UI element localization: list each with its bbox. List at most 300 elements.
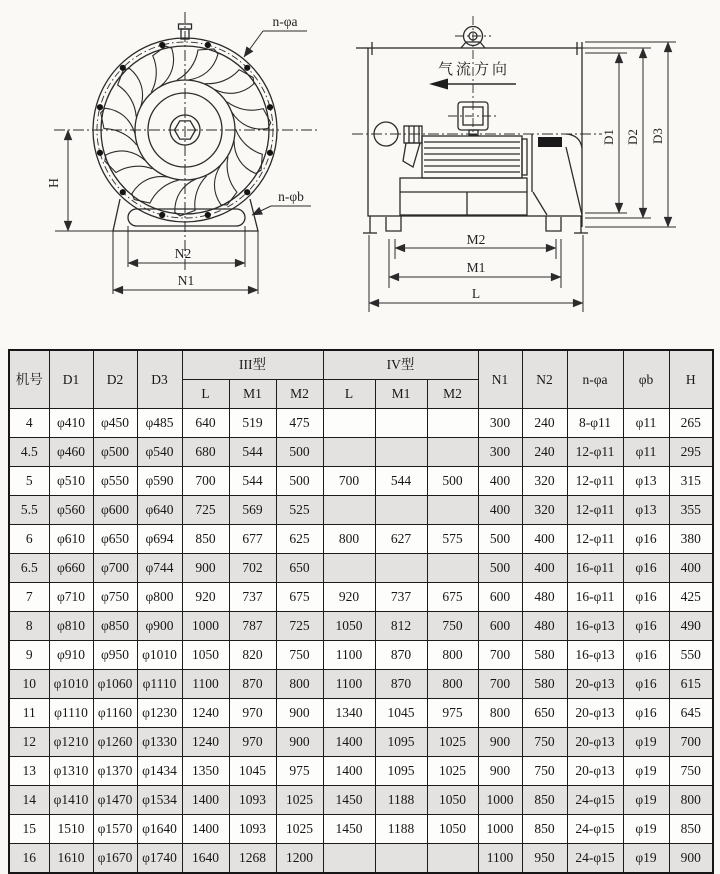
- table-cell: φ460: [49, 438, 93, 467]
- table-cell: 315: [669, 467, 713, 496]
- table-cell: 24-φ15: [567, 786, 623, 815]
- col-header-iii-m2: M2: [276, 380, 323, 409]
- table-cell: [323, 438, 375, 467]
- fan-side-view-drawing: [350, 0, 720, 348]
- table-cell: 677: [229, 525, 276, 554]
- table-cell: 24-φ15: [567, 844, 623, 874]
- col-header-iii-l: L: [182, 380, 229, 409]
- table-cell: 14: [9, 786, 49, 815]
- table-cell: 16-φ11: [567, 583, 623, 612]
- table-cell: φ1370: [93, 757, 137, 786]
- table-cell: 400: [522, 554, 567, 583]
- table-row: [9, 496, 713, 525]
- table-cell: 1045: [229, 757, 276, 786]
- table-cell: 544: [229, 467, 276, 496]
- table-cell: 1100: [182, 670, 229, 699]
- table-cell: 750: [522, 757, 567, 786]
- table-cell: φ660: [49, 554, 93, 583]
- dimension-d2: [582, 48, 651, 218]
- table-cell: 24-φ15: [567, 815, 623, 844]
- table-cell: φ694: [137, 525, 182, 554]
- table-cell: 700: [478, 670, 522, 699]
- table-cell: 600: [478, 583, 522, 612]
- table-cell: φ1010: [49, 670, 93, 699]
- table-cell: 500: [276, 438, 323, 467]
- table-cell: φ16: [623, 583, 669, 612]
- table-cell: φ910: [49, 641, 93, 670]
- table-row: [9, 409, 713, 438]
- table-cell: φ1434: [137, 757, 182, 786]
- table-cell: 295: [669, 438, 713, 467]
- table-cell: 16-φ13: [567, 612, 623, 641]
- table-cell: 575: [427, 525, 478, 554]
- table-cell: φ1330: [137, 728, 182, 757]
- table-cell: φ550: [93, 467, 137, 496]
- table-cell: φ19: [623, 815, 669, 844]
- table-cell: 900: [182, 554, 229, 583]
- table-cell: 9: [9, 641, 49, 670]
- col-header-d3: D3: [137, 350, 182, 409]
- table-cell: φ450: [93, 409, 137, 438]
- table-cell: φ11: [623, 438, 669, 467]
- table-cell: 920: [182, 583, 229, 612]
- table-cell: 20-φ13: [567, 670, 623, 699]
- table-cell: [427, 409, 478, 438]
- table-cell: φ16: [623, 612, 669, 641]
- table-cell: 1450: [323, 815, 375, 844]
- table-cell: 627: [375, 525, 427, 554]
- table-cell: φ650: [93, 525, 137, 554]
- motor: [422, 136, 527, 178]
- table-row: [9, 554, 713, 583]
- table-cell: 5: [9, 467, 49, 496]
- table-cell: 320: [522, 467, 567, 496]
- table-cell: 1025: [276, 815, 323, 844]
- table-cell: φ1470: [93, 786, 137, 815]
- table-cell: 1400: [323, 757, 375, 786]
- motor-support: [400, 178, 527, 215]
- mounting-feet: [363, 216, 588, 233]
- label-d3: D3: [650, 128, 665, 144]
- table-cell: 320: [522, 496, 567, 525]
- col-header-iv-l: L: [323, 380, 375, 409]
- table-cell: [375, 496, 427, 525]
- table-row: [9, 815, 713, 844]
- table-row: [9, 438, 713, 467]
- table-cell: 1000: [182, 612, 229, 641]
- table-cell: 16-φ11: [567, 554, 623, 583]
- table-cell: φ13: [623, 467, 669, 496]
- col-header-iv-m2: M2: [427, 380, 478, 409]
- table-cell: 1050: [427, 815, 478, 844]
- label-n-phi-a: n-φa: [272, 14, 298, 29]
- table-cell: φ950: [93, 641, 137, 670]
- table-cell: 1450: [323, 786, 375, 815]
- table-cell: φ19: [623, 786, 669, 815]
- table-cell: φ11: [623, 409, 669, 438]
- table-cell: 12-φ11: [567, 496, 623, 525]
- table-cell: φ16: [623, 670, 669, 699]
- table-cell: φ13: [623, 496, 669, 525]
- table-cell: [323, 554, 375, 583]
- table-cell: 15: [9, 815, 49, 844]
- table-cell: φ16: [623, 554, 669, 583]
- table-cell: 700: [669, 728, 713, 757]
- table-row: [9, 525, 713, 554]
- table-cell: 1240: [182, 699, 229, 728]
- table-cell: 737: [375, 583, 427, 612]
- table-cell: 1200: [276, 844, 323, 874]
- table-cell: 850: [522, 786, 567, 815]
- airflow-arrow: [429, 79, 516, 90]
- table-cell: 8: [9, 612, 49, 641]
- table-cell: 650: [276, 554, 323, 583]
- table-cell: φ1210: [49, 728, 93, 757]
- table-cell: φ800: [137, 583, 182, 612]
- table-cell: φ560: [49, 496, 93, 525]
- table-row: [9, 757, 713, 786]
- table-cell: φ640: [137, 496, 182, 525]
- table-cell: 13: [9, 757, 49, 786]
- table-row: [9, 670, 713, 699]
- table-cell: 975: [276, 757, 323, 786]
- table-cell: 1400: [182, 786, 229, 815]
- table-cell: φ700: [93, 554, 137, 583]
- table-cell: 800: [427, 670, 478, 699]
- table-cell: 550: [669, 641, 713, 670]
- table-cell: φ610: [49, 525, 93, 554]
- col-header-d2: D2: [93, 350, 137, 409]
- table-cell: φ1110: [49, 699, 93, 728]
- table-cell: φ1060: [93, 670, 137, 699]
- col-header-d1: D1: [49, 350, 93, 409]
- label-m1: M1: [466, 260, 486, 275]
- table-cell: 800: [323, 525, 375, 554]
- label-d1: D1: [601, 129, 616, 145]
- table-cell: 675: [427, 583, 478, 612]
- table-cell: φ850: [93, 612, 137, 641]
- table-cell: 425: [669, 583, 713, 612]
- table-cell: φ590: [137, 467, 182, 496]
- table-cell: 680: [182, 438, 229, 467]
- table-cell: φ1570: [93, 815, 137, 844]
- table-cell: 580: [522, 670, 567, 699]
- fan-front-view-drawing: [0, 0, 350, 348]
- table-cell: φ600: [93, 496, 137, 525]
- table-cell: 600: [478, 612, 522, 641]
- table-cell: 475: [276, 409, 323, 438]
- dimension-h: [55, 130, 113, 231]
- table-cell: 615: [669, 670, 713, 699]
- table-cell: 400: [478, 496, 522, 525]
- table-cell: 1400: [182, 815, 229, 844]
- table-cell: 820: [229, 641, 276, 670]
- table-cell: φ19: [623, 728, 669, 757]
- table-cell: 380: [669, 525, 713, 554]
- table-cell: 1093: [229, 786, 276, 815]
- col-header-h: H: [669, 350, 713, 409]
- table-row: [9, 844, 713, 874]
- table-cell: 500: [427, 467, 478, 496]
- label-n2: N2: [174, 246, 192, 261]
- table-cell: 1050: [182, 641, 229, 670]
- table-cell: 750: [276, 641, 323, 670]
- table-cell: 850: [669, 815, 713, 844]
- table-cell: 1050: [427, 786, 478, 815]
- table-cell: 1045: [375, 699, 427, 728]
- table-cell: 800: [669, 786, 713, 815]
- label-m2: M2: [466, 232, 486, 247]
- table-cell: φ16: [623, 699, 669, 728]
- table-cell: 544: [229, 438, 276, 467]
- col-header-n2: N2: [522, 350, 567, 409]
- table-cell: 1240: [182, 728, 229, 757]
- table-row: [9, 728, 713, 757]
- table-cell: φ750: [93, 583, 137, 612]
- col-header-iii-m1: M1: [229, 380, 276, 409]
- table-cell: 5.5: [9, 496, 49, 525]
- table-cell: 400: [522, 525, 567, 554]
- table-cell: 1025: [427, 728, 478, 757]
- table-cell: 1095: [375, 757, 427, 786]
- table-cell: 870: [375, 670, 427, 699]
- table-row: [9, 786, 713, 815]
- table-cell: 750: [427, 612, 478, 641]
- table-row: [9, 699, 713, 728]
- table-cell: 569: [229, 496, 276, 525]
- table-cell: 490: [669, 612, 713, 641]
- table-cell: 480: [522, 583, 567, 612]
- table-cell: 700: [323, 467, 375, 496]
- table-cell: 6: [9, 525, 49, 554]
- table-cell: 4: [9, 409, 49, 438]
- leader-n-phi-b: [252, 206, 311, 215]
- table-cell: 1050: [323, 612, 375, 641]
- table-cell: 850: [522, 815, 567, 844]
- table-cell: [375, 554, 427, 583]
- table-cell: φ1670: [93, 844, 137, 874]
- table-cell: 7: [9, 583, 49, 612]
- table-cell: 920: [323, 583, 375, 612]
- table-cell: [375, 409, 427, 438]
- table-cell: 1025: [427, 757, 478, 786]
- table-cell: 737: [229, 583, 276, 612]
- table-cell: φ16: [623, 641, 669, 670]
- table-cell: 1000: [478, 786, 522, 815]
- leader-n-phi-a: [244, 31, 307, 57]
- table-cell: 800: [276, 670, 323, 699]
- col-header-phi-b: φb: [623, 350, 669, 409]
- table-cell: 500: [478, 525, 522, 554]
- col-header-iv-m1: M1: [375, 380, 427, 409]
- inlet-bearing: [374, 122, 422, 167]
- table-cell: 300: [478, 438, 522, 467]
- table-cell: 1188: [375, 815, 427, 844]
- table-cell: φ16: [623, 525, 669, 554]
- table-cell: 700: [478, 641, 522, 670]
- table-cell: φ744: [137, 554, 182, 583]
- table-cell: 702: [229, 554, 276, 583]
- table-cell: φ1410: [49, 786, 93, 815]
- table-cell: 10: [9, 670, 49, 699]
- table-cell: 1340: [323, 699, 375, 728]
- table-cell: 525: [276, 496, 323, 525]
- table-cell: φ710: [49, 583, 93, 612]
- table-cell: 850: [182, 525, 229, 554]
- table-cell: 970: [229, 728, 276, 757]
- table-row: [9, 612, 713, 641]
- table-cell: 400: [478, 467, 522, 496]
- table-cell: φ510: [49, 467, 93, 496]
- table-cell: φ19: [623, 844, 669, 874]
- table-cell: φ485: [137, 409, 182, 438]
- table-cell: 650: [522, 699, 567, 728]
- col-header-n1: N1: [478, 350, 522, 409]
- table-cell: 1093: [229, 815, 276, 844]
- table-row: [9, 641, 713, 670]
- table-cell: 1188: [375, 786, 427, 815]
- table-cell: 970: [229, 699, 276, 728]
- table-cell: 355: [669, 496, 713, 525]
- table-cell: 11: [9, 699, 49, 728]
- table-cell: 900: [276, 728, 323, 757]
- table-cell: 20-φ13: [567, 728, 623, 757]
- table-cell: φ1110: [137, 670, 182, 699]
- table-cell: 1268: [229, 844, 276, 874]
- table-cell: 675: [276, 583, 323, 612]
- table-cell: [323, 409, 375, 438]
- table-cell: 1350: [182, 757, 229, 786]
- table-cell: [427, 496, 478, 525]
- table-cell: [427, 438, 478, 467]
- table-cell: 16: [9, 844, 49, 874]
- table-cell: 8-φ11: [567, 409, 623, 438]
- table-cell: 700: [182, 467, 229, 496]
- table-cell: 750: [669, 757, 713, 786]
- table-row: [9, 583, 713, 612]
- table-cell: 500: [276, 467, 323, 496]
- table-cell: 870: [375, 641, 427, 670]
- table-cell: 725: [276, 612, 323, 641]
- table-cell: φ810: [49, 612, 93, 641]
- table-cell: 1095: [375, 728, 427, 757]
- table-cell: φ500: [93, 438, 137, 467]
- table-cell: 20-φ13: [567, 757, 623, 786]
- label-airflow-direction: 气流方向: [437, 62, 511, 78]
- table-cell: 800: [478, 699, 522, 728]
- table-cell: 900: [478, 728, 522, 757]
- table-cell: 640: [182, 409, 229, 438]
- table-cell: 300: [478, 409, 522, 438]
- table-cell: 1100: [323, 670, 375, 699]
- label-n-phi-b: n-φb: [278, 189, 304, 204]
- table-cell: 1400: [323, 728, 375, 757]
- table-cell: 800: [427, 641, 478, 670]
- label-d2: D2: [625, 129, 640, 145]
- table-cell: 16-φ13: [567, 641, 623, 670]
- label-l: L: [471, 286, 481, 301]
- table-cell: 1610: [49, 844, 93, 874]
- table-cell: φ900: [137, 612, 182, 641]
- table-cell: 400: [669, 554, 713, 583]
- dimension-table: [8, 349, 714, 874]
- table-cell: 1510: [49, 815, 93, 844]
- table-cell: φ19: [623, 757, 669, 786]
- table-cell: 900: [669, 844, 713, 874]
- table-cell: φ1160: [93, 699, 137, 728]
- table-cell: 900: [276, 699, 323, 728]
- table-cell: 870: [229, 670, 276, 699]
- col-group-type-iii: III型: [182, 350, 323, 380]
- table-cell: 12-φ11: [567, 467, 623, 496]
- table-cell: 580: [522, 641, 567, 670]
- table-cell: 6.5: [9, 554, 49, 583]
- col-header-machine-no: 机号: [9, 350, 49, 409]
- table-cell: 725: [182, 496, 229, 525]
- table-cell: 625: [276, 525, 323, 554]
- table-cell: φ1740: [137, 844, 182, 874]
- table-cell: 1640: [182, 844, 229, 874]
- table-cell: [427, 844, 478, 874]
- table-cell: 240: [522, 409, 567, 438]
- outlet-section: [532, 134, 582, 215]
- table-cell: 12: [9, 728, 49, 757]
- label-h: H: [46, 178, 61, 188]
- table-cell: 4.5: [9, 438, 49, 467]
- table-cell: 645: [669, 699, 713, 728]
- table-cell: 787: [229, 612, 276, 641]
- table-body: [9, 409, 713, 874]
- table-cell: φ1260: [93, 728, 137, 757]
- table-cell: [427, 554, 478, 583]
- table-cell: φ1534: [137, 786, 182, 815]
- col-group-type-iv: IV型: [323, 350, 478, 380]
- table-cell: φ410: [49, 409, 93, 438]
- table-cell: 12-φ11: [567, 525, 623, 554]
- table-cell: φ1230: [137, 699, 182, 728]
- table-cell: 900: [478, 757, 522, 786]
- table-cell: 812: [375, 612, 427, 641]
- table-cell: 1000: [478, 815, 522, 844]
- table-cell: [375, 438, 427, 467]
- table-cell: 240: [522, 438, 567, 467]
- technical-drawings-panel: [0, 0, 720, 348]
- table-cell: 1025: [276, 786, 323, 815]
- table-cell: 975: [427, 699, 478, 728]
- table-cell: 500: [478, 554, 522, 583]
- table-cell: [323, 496, 375, 525]
- table-cell: φ1310: [49, 757, 93, 786]
- table-cell: 1100: [323, 641, 375, 670]
- table-cell: φ1640: [137, 815, 182, 844]
- table-cell: 950: [522, 844, 567, 874]
- table-cell: 544: [375, 467, 427, 496]
- table-cell: 1100: [478, 844, 522, 874]
- table-cell: [375, 844, 427, 874]
- table-cell: 265: [669, 409, 713, 438]
- table-cell: φ540: [137, 438, 182, 467]
- table-cell: 750: [522, 728, 567, 757]
- table-cell: 20-φ13: [567, 699, 623, 728]
- table-cell: 480: [522, 612, 567, 641]
- label-n1: N1: [177, 273, 195, 288]
- table-row: [9, 467, 713, 496]
- table-header: [9, 350, 713, 409]
- col-header-n-phi-a: n-φa: [567, 350, 623, 409]
- table-cell: 519: [229, 409, 276, 438]
- table-cell: φ1010: [137, 641, 182, 670]
- table-cell: [323, 844, 375, 874]
